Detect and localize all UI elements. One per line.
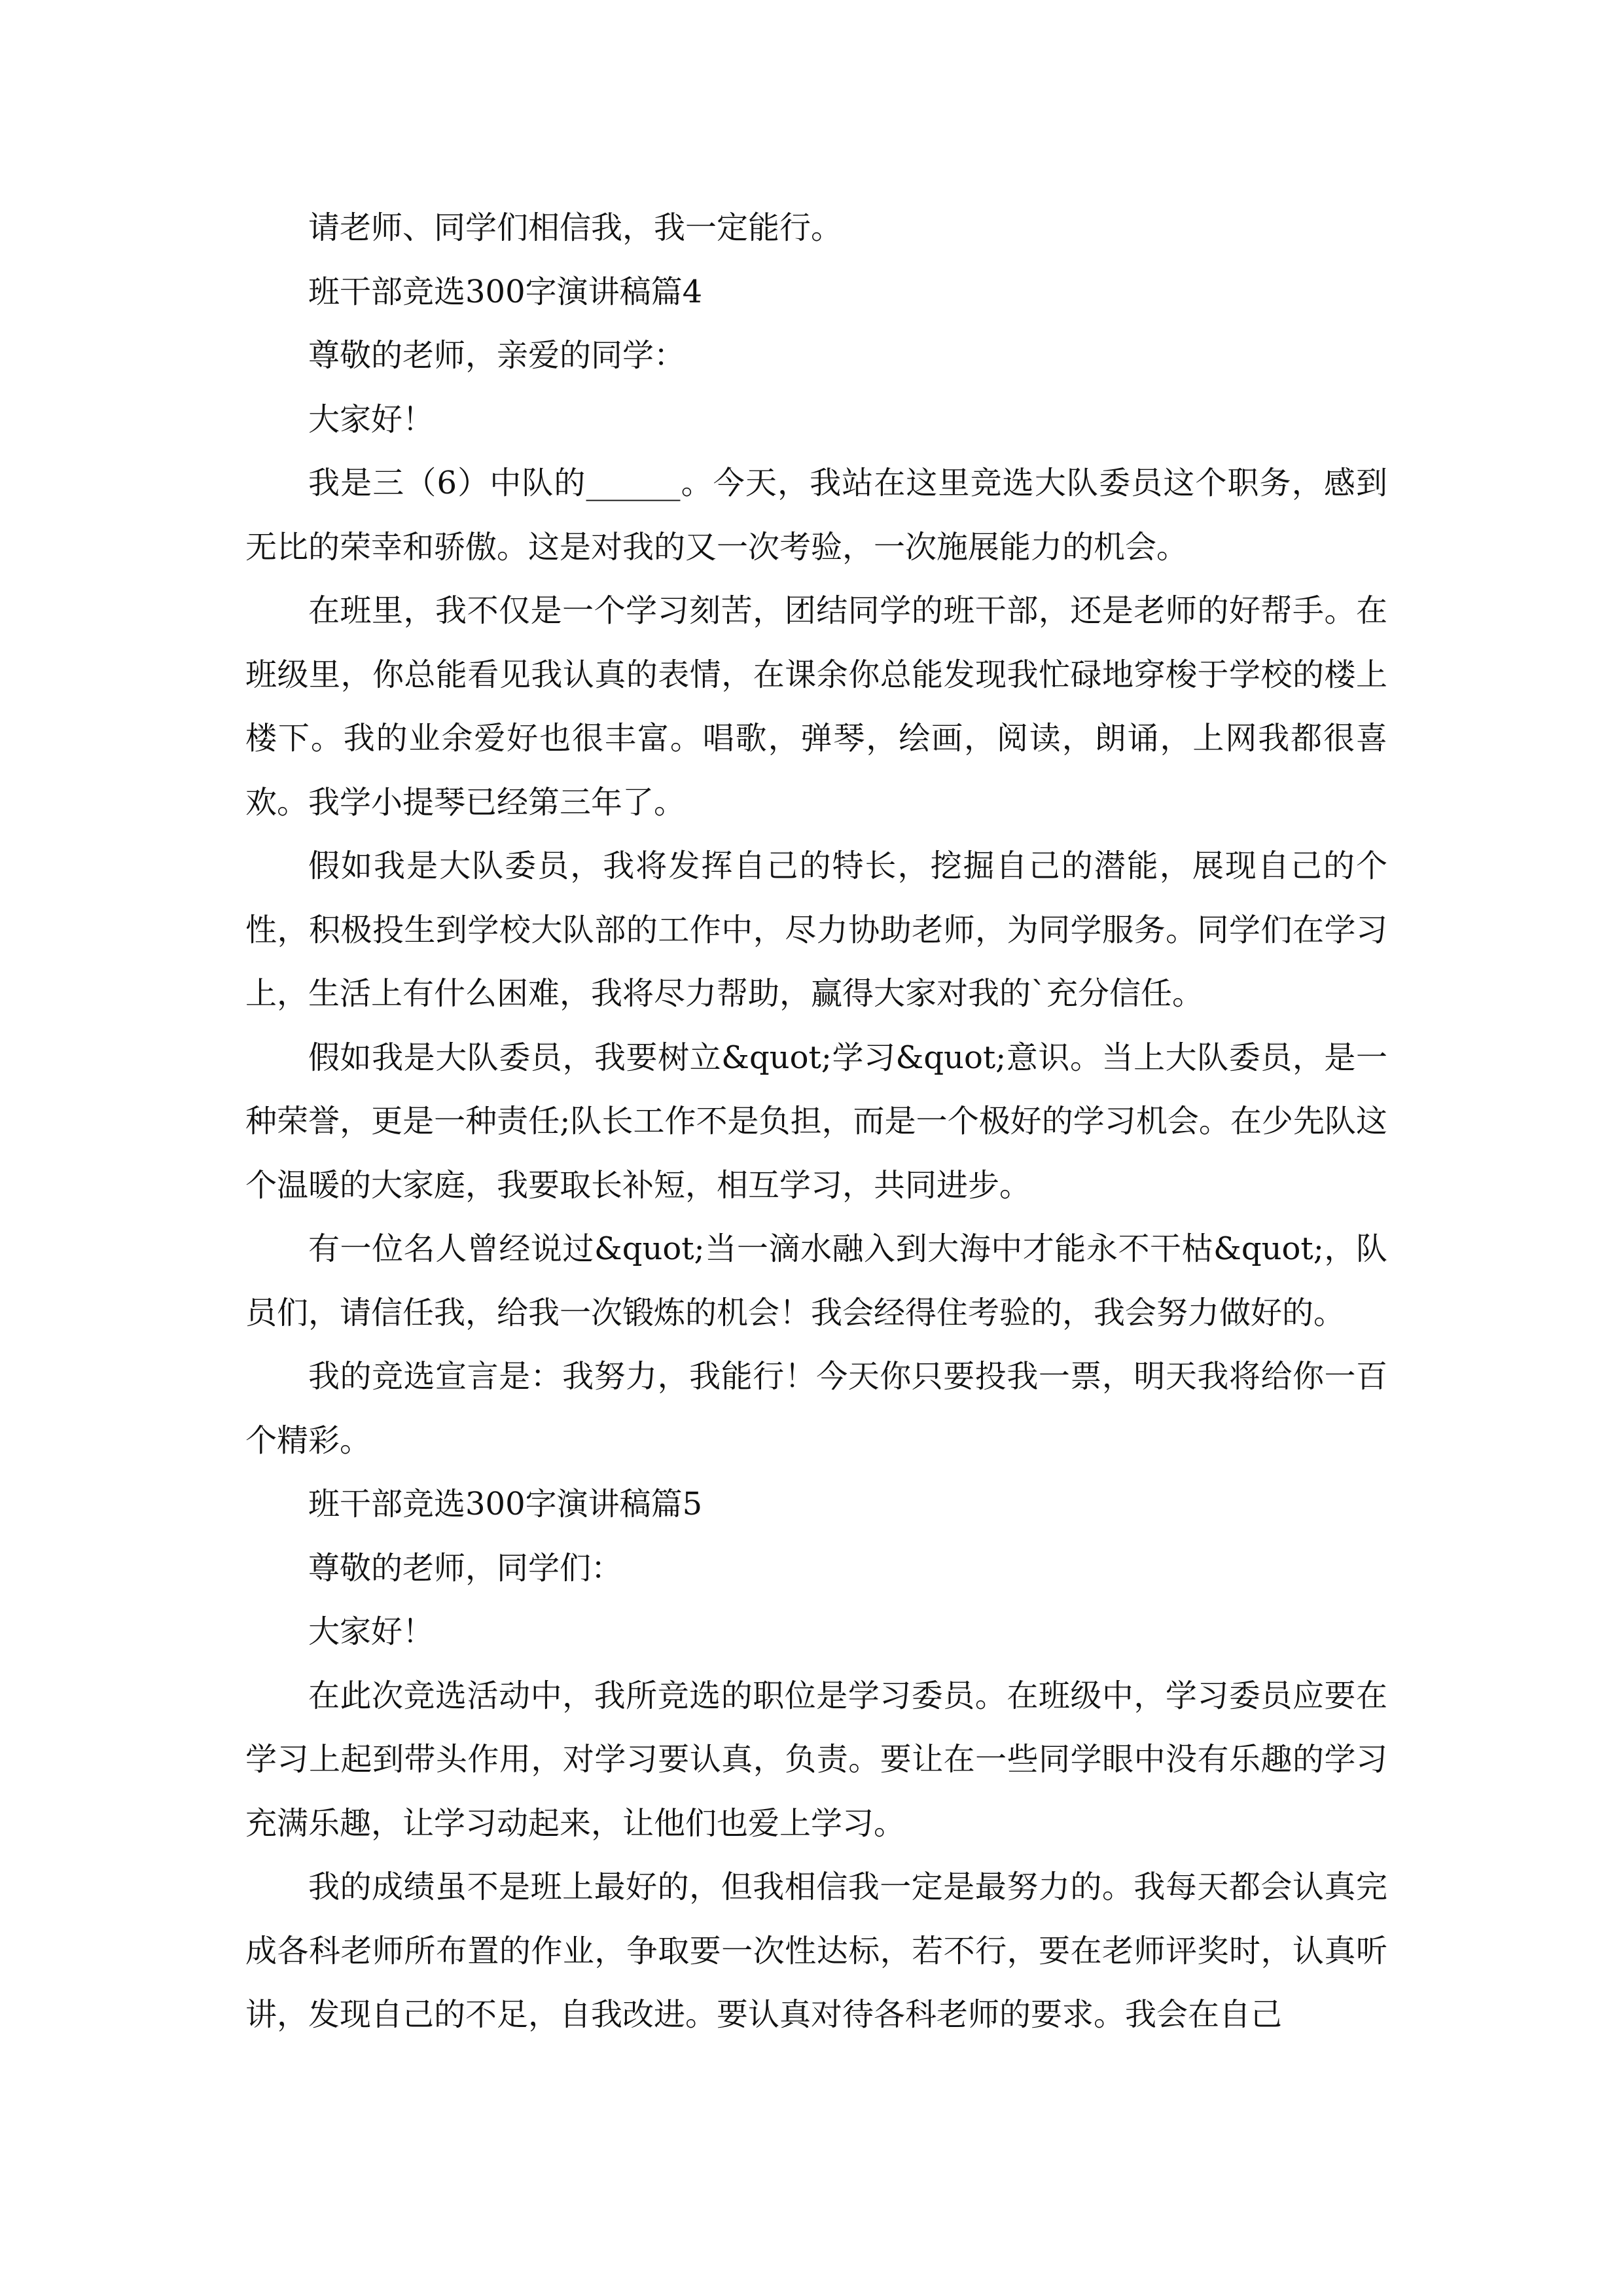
paragraph: 在班里，我不仅是一个学习刻苦，团结同学的班干部，还是老师的好帮手。在班级里，你总能看见我认真的表情，在课余你总能发现我忙碌地穿梭于学校的楼上楼下。我的业余爱好也很丰富。唱歌，弹琴，绘画，阅读，朗诵，上网我都很喜欢。我学小提琴已经第三年了。	[245, 592, 1387, 821]
greeting: 大家好！	[308, 401, 435, 438]
salutation: 尊敬的老师，亲爱的同学：	[308, 337, 686, 374]
greeting: 大家好！	[308, 1613, 435, 1650]
paragraph: 在此次竞选活动中，我所竞选的职位是学习委员。在班级中，学习委员应要在学习上起到带头作用，对学习要认真，负责。要让在一些同学眼中没有乐趣的学习充满乐趣，让学习动起来，让他们也爱上学习。	[245, 1677, 1387, 1842]
paragraph-closing-line: 请老师、同学们相信我，我一定能行。	[308, 209, 843, 246]
paragraph: 我是三（6）中队的______。今天，我站在这里竞选大队委员这个职务，感到无比的荣幸和骄傲。这是对我的又一次考验，一次施展能力的机会。	[245, 465, 1387, 565]
section-heading-speech-5: 班干部竞选300字演讲稿篇5	[308, 1486, 703, 1522]
paragraph: 假如我是大队委员，我要树立&quot;学习&quot;意识。当上大队委员，是一种荣誉，更是一种责任;队长工作不是负担，而是一个极好的学习机会。在少先队这个温暖的大家庭，我要取长补短，相互学习，共同进步。	[245, 1039, 1387, 1204]
paragraph: 我的竞选宣言是：我努力，我能行！今天你只要投我一票，明天我将给你一百个精彩。	[245, 1358, 1387, 1459]
document-body	[245, 196, 1387, 2047]
section-heading-speech-4: 班干部竞选300字演讲稿篇4	[308, 273, 703, 310]
paragraph: 有一位名人曾经说过&quot;当一滴水融入到大海中才能永不干枯&quot;，队员们，请信任我，给我一次锻炼的机会！我会经得住考验的，我会努力做好的。	[245, 1230, 1387, 1331]
paragraph: 我的成绩虽不是班上最好的，但我相信我一定是最努力的。我每天都会认真完成各科老师所布置的作业，争取要一次性达标，若不行，要在老师评奖时，认真听讲，发现自己的不足，自我改进。要认真对待各科老师的要求。我会在自己	[245, 1869, 1387, 2033]
paragraph: 假如我是大队委员，我将发挥自己的特长，挖掘自己的潜能，展现自己的个性，积极投生到学校大队部的工作中，尽力协助老师，为同学服务。同学们在学习上，生活上有什么困难，我将尽力帮助，赢得大家对我的`充分信任。	[245, 848, 1387, 1012]
salutation: 尊敬的老师，同学们：	[308, 1549, 623, 1587]
